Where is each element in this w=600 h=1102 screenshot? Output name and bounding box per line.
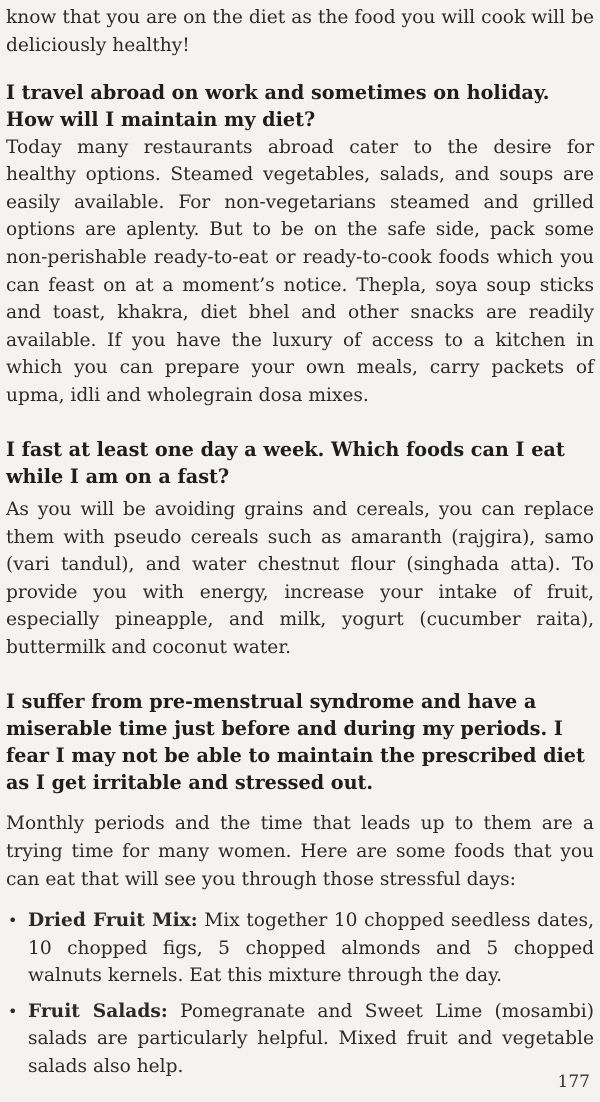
bullet-marker: •: [8, 1001, 18, 1021]
bullet-marker: •: [8, 911, 18, 931]
page-number: 177: [557, 1072, 590, 1092]
intro-continuation: know that you are on the diet as the food you will cook will be deliciously healthy!: [6, 7, 594, 56]
question-pms: I suffer from pre-menstrual syndrome and have a miserable time just before and during my periods. I fear I may not be able to maintain the prescribed diet as I get irritable and stressed out.: [6, 689, 585, 795]
bullet-text: Mix together 10 chopped seedless dates, 10 chopped figs, 5 chopped almonds and 5 chopped walnuts kernels. Eat this mixture through the day.: [28, 910, 595, 987]
question-travel: I travel abroad on work and sometimes on holiday. How will I maintain my diet?: [6, 81, 550, 132]
list-item: [6, 998, 594, 1081]
answer-travel: Today many restaurants abroad cater to the desire for healthy options. Steamed vegetables, salads, and soups are easily available. For non-vegetarians steamed and grilled options are aplenty. But to be on the safe side, pack some non-perishable ready-to-eat or ready-to-cook foods which you can feast on at a moment’s notice. Thepla, soya soup sticks and toast, khakra, diet bhel and other snacks are readily available. If you have the luxury of access to a kitchen in which you can prepare your own meals, carry packets of upma, idli and wholegrain dosa mixes.: [6, 136, 594, 406]
question-fasting: I fast at least one day a week. Which foods can I eat while I am on a fast?: [6, 437, 565, 488]
answer-fasting: As you will be avoiding grains and cereals, you can replace them with pseudo cereals such as amaranth (rajgira), samo (vari tandul), and water chestnut flour (singhada atta). To provide you with energy, increase your intake of fruit, especially pineapple, and milk, yogurt (cucumber raita), buttermilk and coconut water.: [6, 498, 594, 658]
bullet-text: Pomegranate and Sweet Lime (mosambi) salads are particularly helpful. Mixed fruit and vegetable salads also help.: [28, 1000, 595, 1078]
answer-pms: Monthly periods and the time that leads up to them are a trying time for many women. Here are some foods that you can eat that will see you through those stressful days:: [6, 813, 594, 890]
food-list: [6, 907, 594, 1081]
list-item: [6, 907, 594, 990]
bullet-term: Dried Fruit Mix:: [28, 910, 198, 932]
bullet-term: Fruit Salads:: [28, 1000, 168, 1022]
